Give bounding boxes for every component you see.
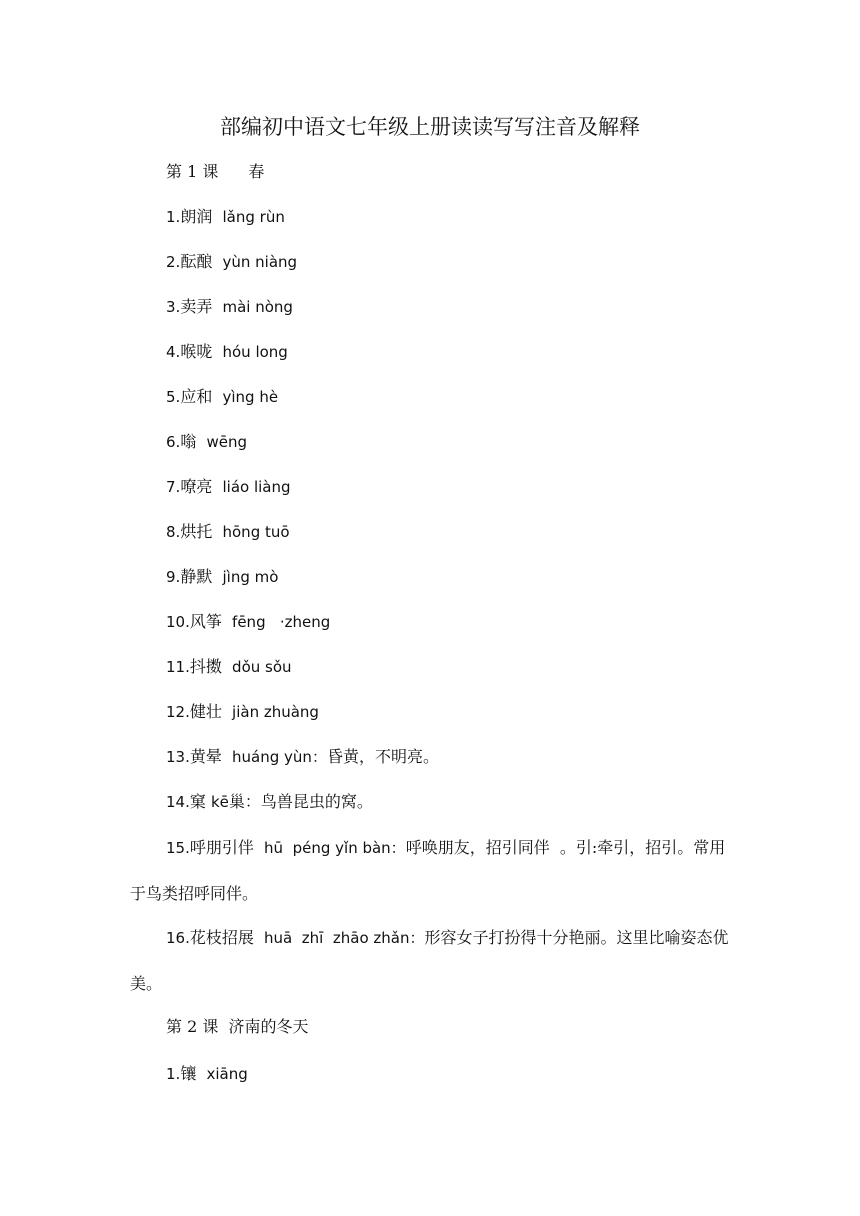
entry-pinyin: yùn niàng [222, 253, 298, 271]
entry-number: 11. [166, 658, 190, 676]
lesson-heading [166, 1015, 309, 1039]
vocab-entry-wrapped [130, 915, 736, 1006]
entry-word: 健壮 [189, 702, 222, 721]
entry-pinyin: kē [210, 793, 229, 811]
vocab-entry [166, 385, 278, 409]
entry-pinyin: lǎng rùn [222, 208, 285, 226]
entry-number: 6. [166, 433, 181, 451]
entry-number: 12. [166, 703, 190, 721]
entry-word: 抖擞 [189, 657, 222, 676]
vocab-entry [166, 205, 285, 229]
entry-number: 2. [166, 253, 181, 271]
entry-number: 9. [166, 568, 181, 586]
vocab-entry [166, 565, 278, 589]
vocab-entry [166, 340, 288, 364]
document-title: 部编初中语文七年级上册读读写写注音及解释 [220, 115, 640, 139]
vocab-entry [166, 700, 319, 724]
lesson-heading [166, 160, 264, 184]
entry-word: 应和 [180, 387, 213, 406]
entry-pinyin: huā zhī zhāo zhǎn： [264, 929, 425, 947]
entry-pinyin: jiàn zhuàng [232, 703, 319, 721]
entry-word: 呼朋引伴 [189, 838, 254, 857]
entry-pinyin: fēng ·zheng [232, 613, 331, 631]
entry-number: 16. [166, 929, 190, 947]
entry-word: 窠 [189, 792, 206, 811]
entry-pinyin: wēng [206, 433, 248, 451]
entry-word: 黄晕 [189, 747, 222, 766]
entry-word: 嘹亮 [180, 477, 213, 496]
entry-pinyin: hōng tuō [222, 523, 290, 541]
lesson-label: 第 1 课 [166, 162, 219, 181]
entry-pinyin: yìng hè [222, 388, 279, 406]
entry-word: 嗡 [180, 432, 197, 451]
entry-word: 朗润 [180, 207, 213, 226]
entry-pinyin: liáo liàng [222, 478, 291, 496]
entry-pinyin: mài nòng [222, 298, 293, 316]
entry-word: 镶 [180, 1064, 197, 1083]
entry-pinyin: hū péng yǐn bàn： [264, 839, 406, 857]
vocab-entry [166, 295, 293, 319]
vocab-entry [166, 745, 439, 769]
entry-word: 酝酿 [180, 252, 213, 271]
vocab-entry [166, 1062, 248, 1086]
lesson-name: 春 [248, 162, 265, 181]
entry-word: 风筝 [189, 612, 222, 631]
entry-pinyin: jìng mò [222, 568, 279, 586]
lesson-name: 济南的冬天 [228, 1017, 309, 1036]
entry-number: 5. [166, 388, 181, 406]
entry-word: 花枝招展 [189, 928, 254, 947]
entry-number: 15. [166, 839, 190, 857]
entry-number: 4. [166, 343, 181, 361]
entry-pinyin: dǒu sǒu [232, 658, 292, 676]
entry-number: 1. [166, 1065, 181, 1083]
vocab-entry [166, 655, 292, 679]
entry-number: 10. [166, 613, 190, 631]
lesson-label: 第 2 课 [166, 1017, 219, 1036]
entry-definition: 呼唤朋友，招引同伴 。引:牵引，招引。常用于鸟类招呼同伴。 [130, 838, 726, 903]
vocab-entry-wrapped [130, 825, 736, 916]
entry-number: 3. [166, 298, 181, 316]
entry-pinyin: huáng yùn： [232, 748, 327, 766]
entry-number: 14. [166, 793, 190, 811]
entry-word: 烘托 [180, 522, 213, 541]
entry-word: 静默 [180, 567, 213, 586]
vocab-entry [166, 610, 330, 634]
entry-definition: 形容女子打扮得十分艳丽。这里比喻姿态优美。 [130, 928, 729, 993]
entry-definition: 巢：鸟兽昆虫的窝。 [228, 792, 373, 811]
entry-pinyin: xiāng [206, 1065, 248, 1083]
entry-word: 卖弄 [180, 297, 213, 316]
vocab-entry [166, 790, 373, 814]
vocab-entry [166, 430, 247, 454]
entry-number: 7. [166, 478, 181, 496]
entry-pinyin: hóu long [222, 343, 288, 361]
vocab-entry [166, 475, 291, 499]
entry-number: 13. [166, 748, 190, 766]
entry-number: 1. [166, 208, 181, 226]
entry-word: 喉咙 [180, 342, 213, 361]
vocab-entry [166, 520, 290, 544]
entry-number: 8. [166, 523, 181, 541]
entry-definition: 昏黄，不明亮。 [326, 747, 439, 766]
vocab-entry [166, 250, 297, 274]
